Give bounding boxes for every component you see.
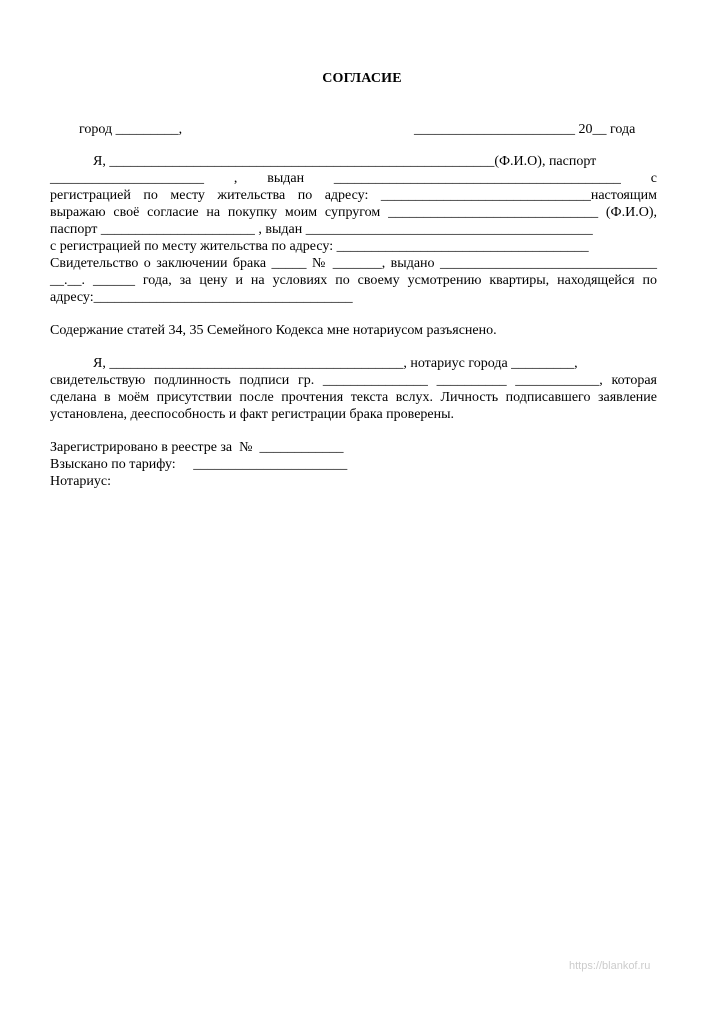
notary-line-3: сделана в моём присутствии после прочтения текста вслух. Личность подписавшего заявление [50,390,657,405]
notary-line-1: Я, __________________________________________, нотариус города _________, [93,356,578,371]
document-title: СОГЛАСИЕ [322,71,402,86]
consent-line-3: регистрацией по месту жительства по адресу: ______________________________настоящим [50,188,657,203]
notary-line-4: установлена, дееспособность и факт регистрации брака проверены. [50,407,455,422]
registry-number: Зарегистрировано в реестре за № ____________ [50,440,344,455]
tariff-field: Взыскано по тарифу: ______________________ [50,457,348,472]
family-code-note: Содержание статей 34, 35 Семейного Кодекса мне нотариусом разъяснено. [50,323,497,338]
notary-line-2: свидетельствую подлинность подписи гр. _______________ __________ ____________, которая [50,373,657,388]
consent-line-2: ______________________ , выдан _________________________________________ с [50,171,657,186]
consent-line-7: Свидетельство о заключении брака _____ № _______, выдано _______________________________ [50,256,657,271]
date-field: _______________________ 20__ года [414,122,636,137]
notary-signature-label: Нотариус: [50,474,112,489]
consent-line-9: адресу:_____________________________________ [50,290,353,305]
consent-line-5: паспорт ______________________ , выдан _________________________________________ [50,222,593,237]
consent-line-8: __.__. ______ года, за цену и на условиях по своему усмотрению квартиры, находящейся по [50,273,657,288]
consent-line-6: с регистрацией по месту жительства по адресу: ____________________________________ [50,239,589,254]
consent-line-4: выражаю своё согласие на покупку моим супругом ______________________________ (Ф.И.О), [50,205,657,220]
city-field: город _________, [79,122,183,137]
consent-line-1: Я, _______________________________________________________(Ф.И.О), паспорт [93,154,597,169]
watermark-url: https://blankof.ru [569,960,651,972]
